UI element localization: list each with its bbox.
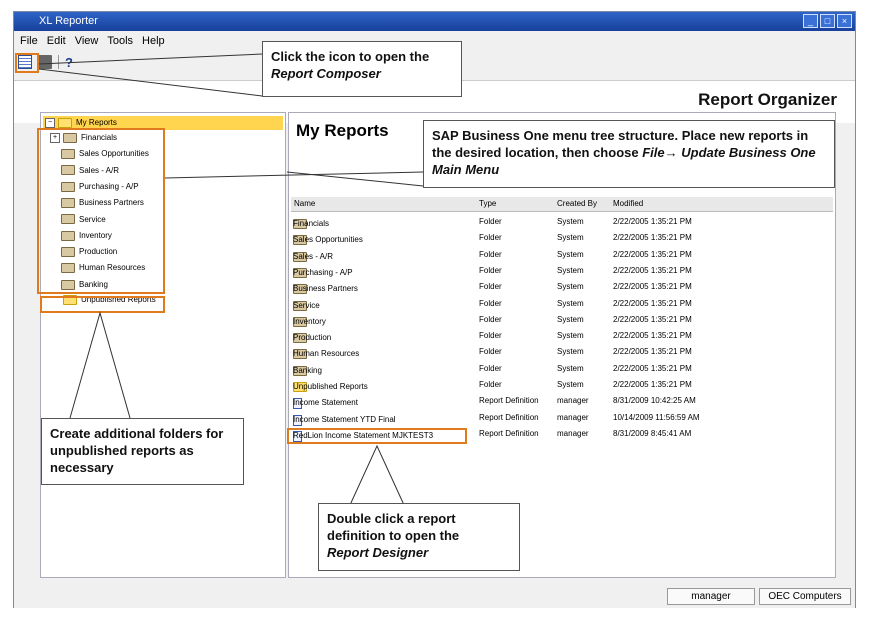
minimize-icon[interactable]: _	[803, 14, 818, 28]
close-icon[interactable]: ×	[837, 14, 852, 28]
cell-modified: 10/14/2009 11:56:59 AM	[613, 412, 700, 422]
column-header[interactable]: Name	[294, 199, 316, 208]
column-header[interactable]: Modified	[613, 199, 644, 208]
cell-name-text: Income Statement	[293, 398, 358, 408]
cell-type: Folder	[479, 363, 502, 373]
cell-name-text: Sales Opportunities	[293, 235, 363, 245]
column-header[interactable]: Type	[479, 199, 497, 208]
menu-help[interactable]: Help	[142, 35, 165, 47]
tree-item-label: Inventory	[79, 230, 112, 240]
cell-type: Folder	[479, 298, 502, 308]
cell-type: Folder	[479, 233, 502, 243]
cell-created-by: System	[557, 314, 584, 324]
status-company: OEC Computers	[759, 588, 851, 605]
tree-item-label: Sales - A/R	[79, 165, 120, 175]
cell-type: Report Definition	[479, 428, 539, 438]
cell-created-by: manager	[557, 412, 589, 422]
cell-modified: 2/22/2005 1:35:21 PM	[613, 380, 692, 389]
cell-modified: 2/22/2005 1:35:21 PM	[613, 298, 692, 308]
callout-text: Report Designer	[327, 545, 429, 560]
cell-modified: 8/31/2009 8:45:41 AM	[613, 428, 692, 438]
cell-created-by: System	[557, 363, 584, 373]
expand-icon[interactable]: +	[50, 133, 60, 143]
cell-created-by: System	[557, 331, 584, 341]
maximize-icon[interactable]: □	[820, 14, 835, 28]
page-title: Report Organizer	[698, 90, 837, 109]
tree-item-label: Production	[79, 247, 118, 257]
cell-created-by: System	[557, 249, 584, 259]
cell-name-text: Production	[293, 333, 332, 343]
cell-created-by: System	[557, 298, 584, 308]
cell-type: Folder	[479, 314, 502, 324]
cell-modified: 2/22/2005 1:35:21 PM	[613, 282, 692, 292]
cell-modified: 2/22/2005 1:35:21 PM	[613, 347, 692, 357]
tree-item-label: Unpublished Reports	[81, 295, 156, 304]
column-header[interactable]: Created By	[557, 199, 598, 208]
callout-text: Create additional folders for unpublished reports as necessary	[50, 426, 224, 475]
list-title: My Reports	[296, 121, 389, 140]
cell-name-text: Financials	[293, 219, 330, 228]
cell-type: Folder	[479, 331, 502, 341]
cell-created-by: System	[557, 233, 584, 243]
cell-modified: 2/22/2005 1:35:21 PM	[613, 314, 692, 324]
arrow-icon: →	[664, 145, 678, 160]
cell-created-by: System	[557, 282, 584, 292]
callout-text: Click the icon to open the	[271, 49, 430, 64]
cell-created-by: System	[557, 217, 584, 226]
tree-item-label: Business Partners	[79, 198, 144, 208]
status-user: manager	[667, 588, 755, 605]
cell-modified: 2/22/2005 1:35:21 PM	[613, 217, 692, 226]
callout-text: File	[642, 145, 665, 160]
tree-callout	[423, 120, 835, 188]
tree-item-label: Financials	[81, 133, 118, 142]
cell-created-by: System	[557, 347, 584, 357]
tree-item-label: Purchasing - A/P	[79, 181, 139, 191]
callout-text: Double click a report definition to open the	[327, 511, 460, 543]
cell-modified: 2/22/2005 1:35:21 PM	[613, 331, 692, 341]
tree-item-label: Human Resources	[79, 263, 146, 273]
tree-root-label: My Reports	[76, 118, 117, 127]
cell-type: Folder	[479, 347, 502, 357]
cell-name-text: Income Statement YTD Final	[293, 414, 396, 424]
designer-callout	[318, 503, 520, 571]
collapse-icon[interactable]: −	[45, 118, 55, 128]
menu-edit[interactable]: Edit	[46, 35, 66, 47]
cell-name-text: Unpublished Reports	[293, 382, 368, 391]
cell-modified: 2/22/2005 1:35:21 PM	[613, 233, 692, 243]
cell-modified: 2/22/2005 1:35:21 PM	[613, 265, 692, 275]
cell-type: Folder	[479, 249, 502, 259]
cell-type: Report Definition	[479, 412, 539, 422]
callout-text: Report Composer	[271, 66, 381, 81]
cell-modified: 2/22/2005 1:35:21 PM	[613, 363, 692, 373]
cell-modified: 2/22/2005 1:35:21 PM	[613, 249, 692, 259]
cell-name-text: Banking	[293, 365, 322, 375]
tree-item-label: Sales Opportunities	[79, 149, 149, 159]
cell-type: Report Definition	[479, 396, 539, 406]
cell-type: Folder	[479, 265, 502, 275]
cell-type: Folder	[479, 380, 502, 389]
cell-name-text: Business Partners	[293, 284, 358, 294]
cell-created-by: manager	[557, 428, 589, 438]
menu-tools[interactable]: Tools	[107, 35, 134, 47]
cell-modified: 8/31/2009 10:42:25 AM	[613, 396, 696, 406]
menu-file[interactable]: File	[20, 35, 38, 47]
cell-name-text: Human Resources	[293, 349, 360, 359]
menu-view[interactable]: View	[74, 35, 99, 47]
cell-name-text: Service	[293, 300, 320, 310]
cell-name-text: RedLion Income Statement MJKTEST3	[293, 430, 434, 440]
callout-text: Update Business One Main Menu	[432, 145, 816, 177]
folders-callout	[41, 418, 244, 485]
callout-text: SAP Business One menu tree structure. Place new reports in the desired location, then choose	[432, 128, 809, 160]
tree-item-label: Banking	[79, 279, 108, 289]
tree-item-label: Service	[79, 214, 106, 224]
window-title: XL Reporter	[39, 15, 98, 27]
help-icon[interactable]: ?	[65, 54, 73, 70]
cell-type: Folder	[479, 217, 502, 226]
cell-created-by: System	[557, 380, 584, 389]
cell-name-text: Inventory	[293, 316, 326, 326]
cell-created-by: manager	[557, 396, 589, 406]
cell-created-by: System	[557, 265, 584, 275]
cell-name-text: Sales - A/R	[293, 251, 334, 261]
cell-type: Folder	[479, 282, 502, 292]
composer-callout	[262, 41, 462, 97]
cell-name-text: Purchasing - A/P	[293, 267, 353, 277]
